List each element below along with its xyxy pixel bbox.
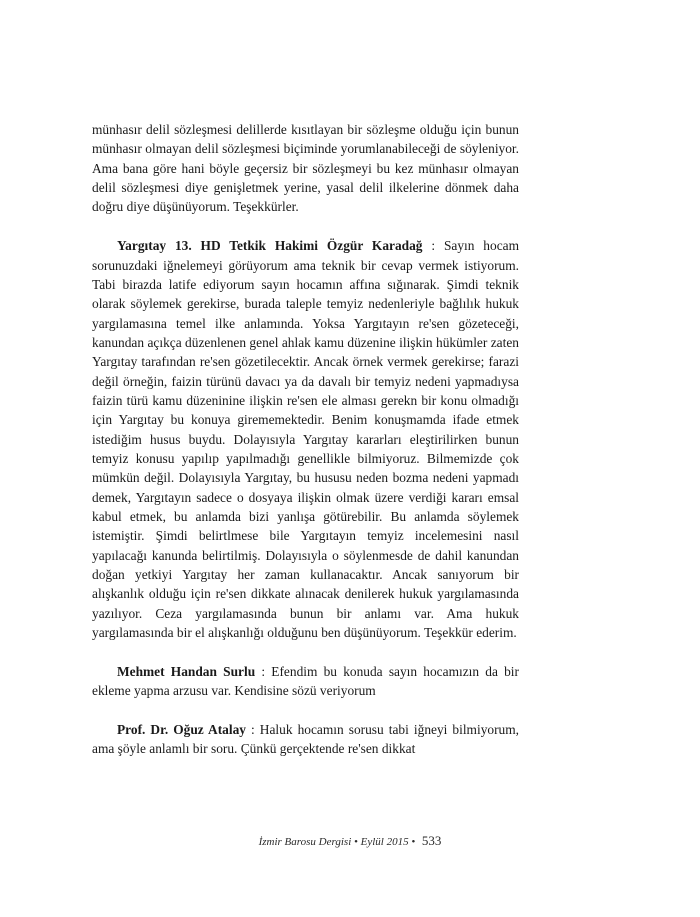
speaker-name: Yargıtay 13. HD Tetkik Hakimi Özgür Karadağ bbox=[117, 238, 423, 254]
paragraph-2 bbox=[92, 236, 519, 642]
page-footer bbox=[0, 833, 700, 849]
speaker-name: Mehmet Handan Surlu bbox=[117, 663, 256, 679]
paragraph-4 bbox=[92, 720, 519, 759]
paragraph-text: : Haluk hocamın sorusu tabi iğneyi bilmiyorum, ama şöyle anlamlı bir soru. Çünkü gerçektende re'sen dikkat bbox=[92, 722, 520, 757]
paragraph-text: münhasır delil sözleşmesi delillerde kısıtlayan bir sözleşme olduğu için bunun münhasır olmayan delil sözleşmesi biçiminde yorumlanabileceği de söyleniyor. Ama bana göre hani böyle geçersiz bir sözleşmeyi bu kez münhasır olmayan delil sözleşmesi diye genişletmek yerine, yasal delil ilkelerine dönmek daha doğru diye düşünüyorum. Teşekkürler. bbox=[92, 122, 519, 215]
paragraph-text: : Efendim bu konuda sayın hocamızın da bir ekleme yapma arzusu var. Kendisine sözü veriyorum bbox=[92, 663, 519, 699]
paragraph-3 bbox=[92, 662, 519, 701]
page-number: 533 bbox=[421, 833, 442, 848]
page-body bbox=[92, 120, 519, 759]
journal-citation: İzmir Barosu Dergisi • Eylül 2015 • bbox=[258, 836, 416, 848]
paragraph-text: : Sayın hocam sorunuzdaki iğnelemeyi görüyorum ama teknik bir cevap vermek istiyorum. Tabi birazda latife ediyorum sayın hocamın affına sığınarak. Şimdi teknik olarak söylemek gerekirse, burada taleple temyiz nedenleriyle bağlılık hukuk yargılamasına temel ilke anlamında. Yoksa Yargıtayın re'sen gözeteceği, kanundan açıkça düzenlenen genel ahlak kamu düzenine ilişkin hükümler zaten Yargıtay tarafından re'sen gözetilecektir. Ancak örnek vermek gerekirse; farazi değil örneğin, faizin türünü davacı ya da davalı bir temyiz nedeni yapmadıysa faizin türü kamu düzeninine ilişkin re'sen ele alması gerekn bir konu olmadığı için Yargıtay bu konuya girememektedir. Benim konuşmamda ifade etmek istediğim husus buydu. Dolayısıyla Yargıtay kararları eleştirilirken bunun temyiz konusu yapılıp yapılmadığı genellikle bilmiyoruz. Bilmemizde çok mümkün değil. Dolayısıyla Yargıtay, bu hususu neden bozma nedeni yapmadı demek, Yargıtayın sadece o dosyaya ilişkin olmak üzere verdiği kararı emsal kabul etmek, bu anlamda bizi yanlışa götürebilir. Bu anlamda söylemek istemiştir. Şimdi belirtlmese bile Yargıtayın temyiz incelemesini nasıl yapılacağı kanunda belirtilmiş. Dolayısıyla o söylenmesde de dahil kanundan doğan yetkiyi Yargıtay her zaman kullanacaktır. Ancak sanıyorum bir alışkanlık olduğu için re'sen dikkate alınacak denilerek hukuk yargılamasında yazılıyor. Ceza yargılamasında bunun bir anlamı var. Ama hukuk yargılamasında bir el alışkanlığı olduğunu ben düşünüyorum. Teşekkür ederim. bbox=[92, 238, 519, 641]
paragraph-1 bbox=[92, 120, 519, 217]
speaker-name: Prof. Dr. Oğuz Atalay bbox=[117, 722, 246, 738]
